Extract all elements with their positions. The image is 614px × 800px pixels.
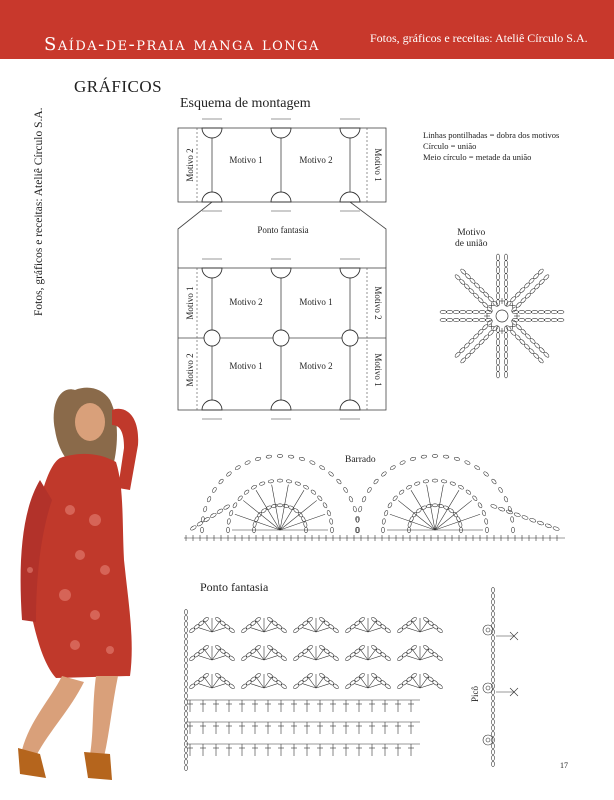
watermark: PassionForum.ru [515,786,592,797]
legend-line-1: Linhas pontilhadas = dobra dos motivos [423,130,560,140]
motif-union-line-1: Motivo [457,228,486,238]
motif-label: Motivo 1 [185,286,195,320]
motif-union-line-2: de união [455,239,488,249]
ponto-fantasia-heading: Ponto fantasia [200,580,269,594]
face [75,403,105,441]
assembly-heading: Esquema de montagem [180,96,311,111]
motif-label: Motivo 1 [299,297,333,307]
section-title: GRÁFICOS [74,77,163,96]
motif-label: Motivo 2 [299,155,333,165]
header-credit: Fotos, gráficos e receitas: Ateliê Círculo S.A. [370,31,588,45]
motif-label: Motivo 1 [229,361,263,371]
motif-label: Motivo 1 [373,353,383,387]
side-credit: Fotos, gráficos e receitas: Ateliê Círculo S.A. [33,107,45,316]
motif-label: Motivo 2 [373,286,383,320]
page-title: Saída-de-praia manga longa [44,34,320,55]
motif-label: Motivo 1 [373,148,383,182]
page-number: 17 [560,761,568,770]
legend-line-2: Círculo = união [423,141,477,151]
model-photo [0,370,164,786]
motif-label: Motivo 2 [229,297,263,307]
motif-label: Motivo 2 [185,148,195,182]
right-shoe [84,752,112,780]
fantasia-label: Ponto fantasia [257,225,309,235]
pico-label: Picô [470,685,480,702]
motif-label: Motivo 1 [229,155,263,165]
motif-label: Motivo 2 [185,353,195,387]
barrado-label: Barrado [345,455,376,465]
motif-label: Motivo 2 [299,361,333,371]
legend-line-3: Meio círculo = metade da união [423,152,532,162]
